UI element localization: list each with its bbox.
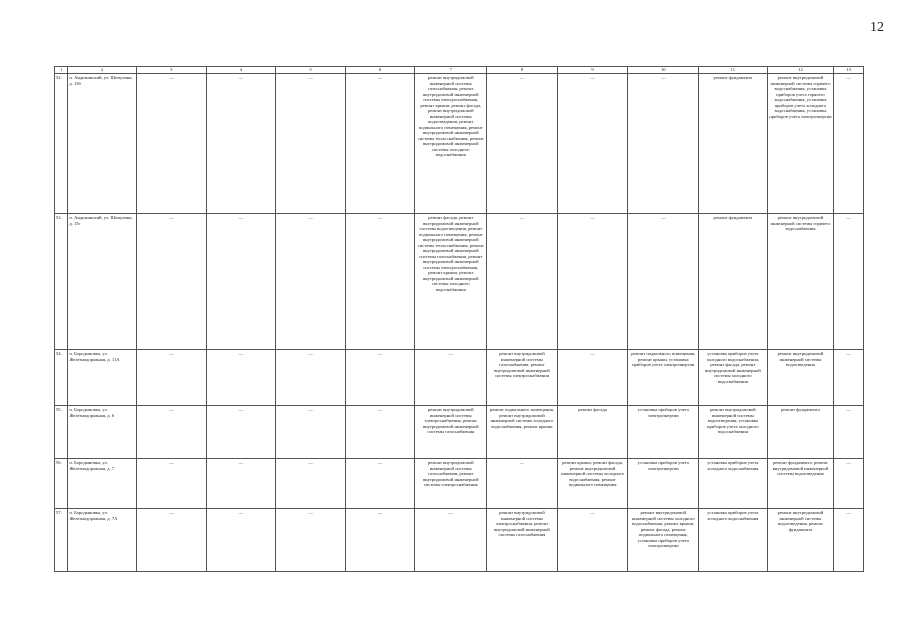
table-cell: ремонт внутридомовой инженерной системы газоснабжения, ремонт внутридомовой инженерной системы электроснабжения, ремонт крыши, ремонт фасада, ремонт внутридомовой инженерной системы водоотведения, ремонт подвального помещения, ремонт внутридомовой инженерной системы теплоснабжения, ремонт внутридомовой инженерной системы холодного водоснабжения	[415, 74, 487, 214]
table-cell: установка приборов учета электроэнергии	[628, 459, 699, 509]
column-number: 4	[206, 67, 276, 74]
table-cell: —	[834, 74, 864, 214]
table-cell: —	[557, 74, 628, 214]
address-cell: п. Бородыновка, ул. Железнодорожная, д. 7А	[68, 509, 137, 572]
table-cell: ремонт внутридомовой инженерной системы холодного водоснабжения, ремонт крыши, ремонт фасада, ремонт подвального помещения, установка приборов учета электроэнергии	[628, 509, 699, 572]
table-row	[55, 406, 864, 459]
table-cell: ремонт внутридомовой инженерной системы электроснабжения, ремонт внутридомовой инженерной системы газоснабжения	[415, 406, 487, 459]
table-cell: —	[834, 350, 864, 406]
table-cell: —	[628, 214, 699, 350]
table-cell: —	[487, 74, 558, 214]
table-cell: —	[487, 459, 558, 509]
address-cell: п. Андижанский, ул. Шипулина, д. 13б	[68, 74, 137, 214]
table-cell: —	[276, 459, 346, 509]
table-cell: ремонт фундамента	[699, 74, 768, 214]
table-cell: —	[834, 509, 864, 572]
table-cell: —	[345, 406, 415, 459]
table-cell: —	[487, 214, 558, 350]
row-number: 56.	[55, 459, 68, 509]
column-number: 3	[136, 67, 206, 74]
table-cell: ремонт фундамента	[699, 214, 768, 350]
row-number: 55.	[55, 406, 68, 459]
table-cell: ремонт внутридомовой инженерной системы водоотведения, установка приборов учета холодного водоснабжения	[699, 406, 768, 459]
table-cell: —	[276, 214, 346, 350]
address-cell: п. Андижанский, ул. Шипулина, д. 15г	[68, 214, 137, 350]
table-cell: —	[206, 74, 276, 214]
table-cell: —	[415, 509, 487, 572]
table-cell: установка приборов учета холодного водоснабжения	[699, 509, 768, 572]
page-number: 12	[870, 20, 884, 35]
table-cell: —	[557, 350, 628, 406]
table-cell: —	[628, 74, 699, 214]
table-cell: ремонт внутридомовой инженерной системы горячего водоснабжения	[767, 214, 834, 350]
table-cell: ремонт внутридомовой инженерной системы газоснабжения, ремонт внутридомовой инженерной системы электроснабжения	[415, 459, 487, 509]
table-cell: —	[834, 214, 864, 350]
table-cell: установка приборов учета электроэнергии	[628, 406, 699, 459]
column-number: 13	[834, 67, 864, 74]
table-cell: —	[136, 74, 206, 214]
address-cell: п. Бородыновка, ул. Железнодорожная, д. 6	[68, 406, 137, 459]
column-number: 10	[628, 67, 699, 74]
column-number: 2	[68, 67, 137, 74]
row-number: 52.	[55, 74, 68, 214]
table-cell: —	[276, 509, 346, 572]
table-cell: —	[557, 509, 628, 572]
table-row	[55, 214, 864, 350]
table-cell: —	[834, 406, 864, 459]
table-cell: —	[206, 459, 276, 509]
table-cell: ремонт внутридомовой инженерной системы газоснабжения, ремонт внутридомовой инженерной системы электроснабжения	[487, 350, 558, 406]
table-cell: —	[136, 406, 206, 459]
table-cell: —	[345, 459, 415, 509]
table-row	[55, 509, 864, 572]
column-number-row	[55, 67, 864, 74]
table-cell: ремонт внутридомовой инженерной системы электроснабжения, ремонт внутридомовой инженерной системы газоснабжения	[487, 509, 558, 572]
column-number: 5	[276, 67, 346, 74]
table-cell: —	[276, 350, 346, 406]
repair-schedule-table	[54, 66, 864, 572]
table-cell: —	[345, 74, 415, 214]
table-cell: —	[136, 459, 206, 509]
table-cell: —	[136, 509, 206, 572]
column-number: 1	[55, 67, 68, 74]
table-cell: ремонт фундамента	[767, 406, 834, 459]
table-cell: установка приборов учета холодного водоснабжения	[699, 459, 768, 509]
table-cell: —	[345, 350, 415, 406]
table-cell: ремонт фасада	[557, 406, 628, 459]
table-cell: ремонт внутридомовой инженерной системы горячего водоснабжения, установка приборов учета горячего водоснабжения, установка приборов учета холодного водоснабжения, установка приборов учета электроэнергии	[767, 74, 834, 214]
table-cell: ремонт внутридомовой инженерной системы водоотведения, ремонт фундамента	[767, 509, 834, 572]
column-number: 7	[415, 67, 487, 74]
table-cell: —	[206, 406, 276, 459]
table-cell: —	[345, 214, 415, 350]
table-cell: —	[136, 350, 206, 406]
row-number: 53.	[55, 214, 68, 350]
table-cell: —	[276, 74, 346, 214]
table-cell: ремонт подвального помещения, ремонт внутридомовой инженерной системы холодного водоснабжения, ремонт крыши	[487, 406, 558, 459]
table-cell: ремонт внутридомовой инженерной системы водоотведения	[767, 350, 834, 406]
table-cell: —	[415, 350, 487, 406]
table-cell: —	[834, 459, 864, 509]
table-cell: —	[557, 214, 628, 350]
column-number: 8	[487, 67, 558, 74]
table-cell: установка приборов учета холодного водоснабжения, ремонт фасада, ремонт внутридомовой инженерной системы холодного водоснабжения	[699, 350, 768, 406]
table-cell: ремонт крыши, ремонт фасада, ремонт внутридомовой инженерной системы холодного водоснабжения, ремонт подвального помещения	[557, 459, 628, 509]
table-row	[55, 459, 864, 509]
column-number: 9	[557, 67, 628, 74]
column-number: 12	[767, 67, 834, 74]
table-row	[55, 74, 864, 214]
column-number: 11	[699, 67, 768, 74]
table-cell: ремонт фасада, ремонт внутридомовой инженерной системы водоотведения, ремонт подвального помещения, ремонт внутридомовой инженерной системы теплоснабжения, ремонт внутридомовой инженерной системы газоснабжения, ремонт внутридомовой инженерной системы электроснабжения, ремонт крыши, ремонт внутридомовой инженерной системы холодного водоснабжения	[415, 214, 487, 350]
column-number: 6	[345, 67, 415, 74]
table-cell: —	[206, 509, 276, 572]
row-number: 57.	[55, 509, 68, 572]
table-row	[55, 350, 864, 406]
table-cell: —	[206, 214, 276, 350]
table-cell: ремонт подвального помещения, ремонт крыши, установка приборов учета электроэнергии	[628, 350, 699, 406]
table-cell: —	[206, 350, 276, 406]
address-cell: п. Бородыновка, ул. Железнодорожная, д. 7	[68, 459, 137, 509]
address-cell: п. Бородыновка, ул. Железнодорожная, д. 11А	[68, 350, 137, 406]
table-cell: —	[345, 509, 415, 572]
table-cell: —	[276, 406, 346, 459]
table-cell: —	[136, 214, 206, 350]
table-cell: ремонт фундамента, ремонт внутридомовой инженерной системы водоотведения	[767, 459, 834, 509]
row-number: 54.	[55, 350, 68, 406]
